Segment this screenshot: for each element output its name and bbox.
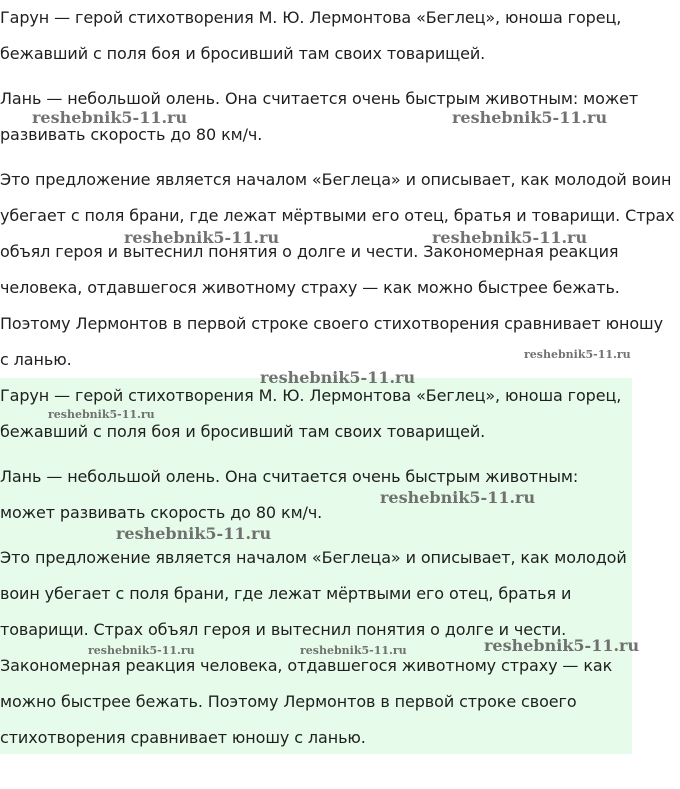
highlighted-text-section (0, 378, 632, 754)
watermark: reshebnik5-11.ru (484, 636, 640, 655)
text-line: убегает с поля брани, где лежат мёртвыми его отец, братья и товарищи. Страх (0, 206, 675, 225)
watermark: reshebnik5-11.ru (88, 644, 195, 657)
text-line: Лань — небольшой олень. Она считается очень быстрым животным: может (0, 89, 639, 108)
watermark: reshebnik5-11.ru (300, 644, 407, 657)
watermark: reshebnik5-11.ru (524, 348, 631, 361)
text-line: Гарун — герой стихотворения М. Ю. Лермонтова «Беглец», юноша горец, (0, 8, 622, 27)
watermark: reshebnik5-11.ru (260, 368, 416, 387)
text-line: объял героя и вытеснил понятия о долге и чести. Закономерная реакция (0, 242, 619, 261)
text-line: бежавший с поля боя и бросивший там своих товарищей. (0, 422, 486, 441)
text-line: Гарун — герой стихотворения М. Ю. Лермонтова «Беглец», юноша горец, (0, 386, 622, 405)
text-line: бежавший с поля боя и бросивший там своих товарищей. (0, 44, 486, 63)
text-line: Это предложение является началом «Беглеца» и описывает, как молодой (0, 548, 627, 567)
text-line: может развивать скорость до 80 км/ч. (0, 503, 323, 522)
watermark: reshebnik5-11.ru (380, 488, 536, 507)
watermark: reshebnik5-11.ru (116, 524, 272, 543)
watermark: reshebnik5-11.ru (48, 408, 155, 421)
text-line: с ланью. (0, 350, 72, 369)
text-line: можно быстрее бежать. Поэтому Лермонтов в первой строке своего (0, 692, 577, 711)
watermark: reshebnik5-11.ru (432, 228, 588, 247)
text-line: Это предложение является началом «Беглеца» и описывает, как молодой воин (0, 170, 672, 189)
watermark: reshebnik5-11.ru (32, 108, 188, 127)
text-line: Лань — небольшой олень. Она считается очень быстрым животным: (0, 467, 579, 486)
text-line: товарищи. Страх объял героя и вытеснил понятия о долге и чести. (0, 620, 567, 639)
text-line: Поэтому Лермонтов в первой строке своего стихотворения сравнивает юношу (0, 314, 663, 333)
watermark: reshebnik5-11.ru (124, 228, 280, 247)
text-line: Закономерная реакция человека, отдавшегося животному страху — как (0, 656, 613, 675)
text-line: развивать скорость до 80 км/ч. (0, 125, 263, 144)
watermark: reshebnik5-11.ru (452, 108, 608, 127)
text-line: человека, отдавшегося животному страху — как можно быстрее бежать. (0, 278, 620, 297)
text-line: воин убегает с поля брани, где лежат мёртвыми его отец, братья и (0, 584, 572, 603)
text-line: стихотворения сравнивает юношу с ланью. (0, 728, 366, 747)
